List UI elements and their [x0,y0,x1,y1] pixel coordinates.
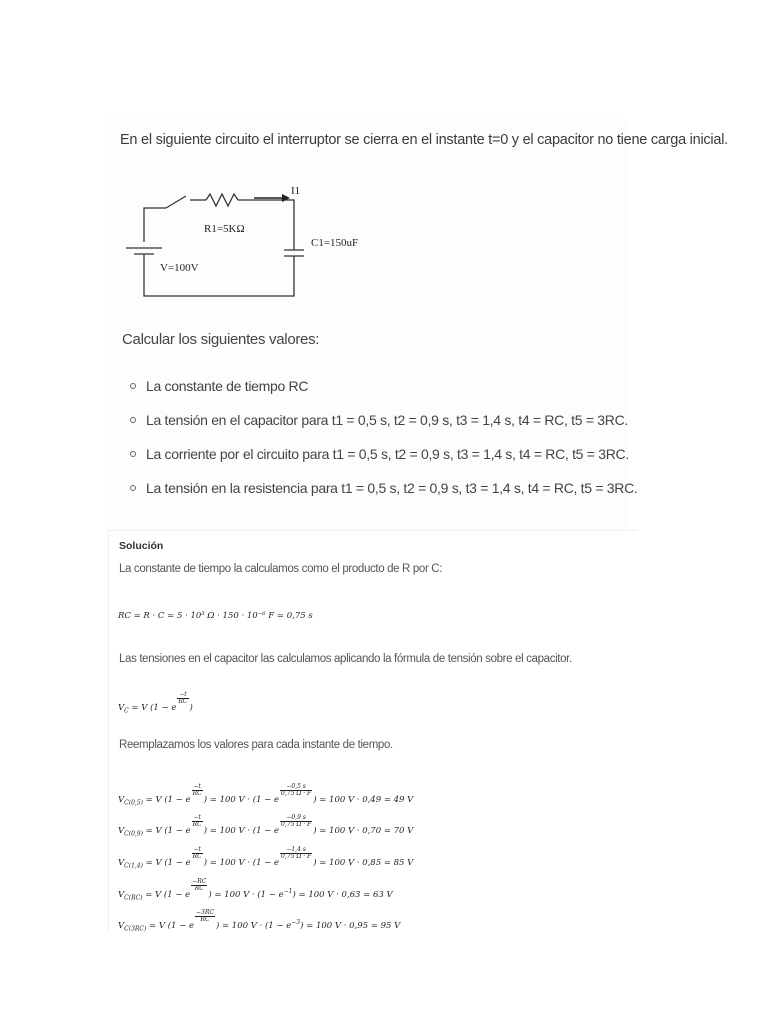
circuit-diagram [120,180,380,300]
current-arrow-icon [254,194,290,202]
tasks-heading: Calcular los siguientes valores: [122,331,320,348]
list-item: La corriente por el circuito para t1 = 0,5 s, t2 = 0,9 s, t3 = 1,4 s, t4 = RC, t5 = 3RC. [124,444,724,478]
problem-statement: En el siguiente circuito el interruptor se cierra en el instante t=0 y el capacitor no tiene carga inicial. [120,132,728,148]
list-item: La tensión en el capacitor para t1 = 0,5 s, t2 = 0,9 s, t3 = 1,4 s, t4 = RC, t5 = 3RC. [124,410,724,444]
solution-text-vc: Las tensiones en el capacitor las calculamos aplicando la fórmula de tensión sobre el capacitor. [119,653,572,665]
rc-formula: RC = R · C = 5 · 10³ Ω · 150 · 10⁻⁶ F = 0,75 s [118,611,313,621]
solution-text-rc: La constante de tiempo la calculamos como el producto de R por C: [119,563,443,575]
resistor-symbol [206,194,238,206]
vc-row: $V_{C(0,9)} = V$ (1 − e $\frac{-t}{RC}$ ) = 100 V · (1 − e $\frac{-0,9 s}{0,75 \Omega \cdot F}$ ) = 100 V · 0,70 = 70 V [118,814,414,838]
vc-formula: $V_C = V$ (1 − e $\frac{-t}{RC}$ ) [118,691,193,715]
vc-row: $V_{C(3RC)} = V$ (1 − e $\frac{-3RC}{RC}$ ) = 100 $V \cdot (1 - e^{-3}) = 100$ V · 0,95 = 95 V [118,909,401,933]
bullet-circle-icon [130,485,136,491]
solution-title: Solución [119,540,164,552]
bullet-circle-icon [130,451,136,457]
bullet-circle-icon [130,383,136,389]
task-list [124,376,724,512]
solution-panel [108,530,637,933]
top-wire-b [238,200,294,250]
bullet-circle-icon [130,417,136,423]
switch-blade [166,196,186,208]
source-label: V=100V [160,262,199,274]
resistor-label: R1=5KΩ [204,223,245,235]
solution-text-replace: Reemplazamos los valores para cada instante de tiempo. [119,739,393,751]
list-item: La constante de tiempo RC [124,376,724,410]
vc-row: $V_{C(RC)} = V$ (1 − e $\frac{-RC}{RC}$ ) = 100 $V \cdot (1 - e^{-1}) = 100$ V · 0,63 = 63 V [118,878,393,902]
current-label: I1 [291,185,301,197]
list-item: La tensión en la resistencia para t1 = 0,5 s, t2 = 0,9 s, t3 = 1,4 s, t4 = RC, t5 = 3RC. [124,478,724,512]
vc-row: $V_{C(0,5)} = V$ (1 − e $\frac{-t}{RC}$ ) = 100 V · (1 − e $\frac{-0,5 s}{0,75 \Omega \cdot F}$ ) = 100 V · 0,49 = 49 V [118,783,414,807]
vc-row: $V_{C(1,4)} = V$ (1 − e $\frac{-t}{RC}$ ) = 100 V · (1 − e $\frac{-1,4 s}{0,75 \Omega \cdot F}$ ) = 100 V · 0,85 = 85 V [118,846,414,870]
capacitor-label: C1=150uF [311,237,359,249]
left-wire [144,208,166,242]
right-wire [144,254,294,296]
